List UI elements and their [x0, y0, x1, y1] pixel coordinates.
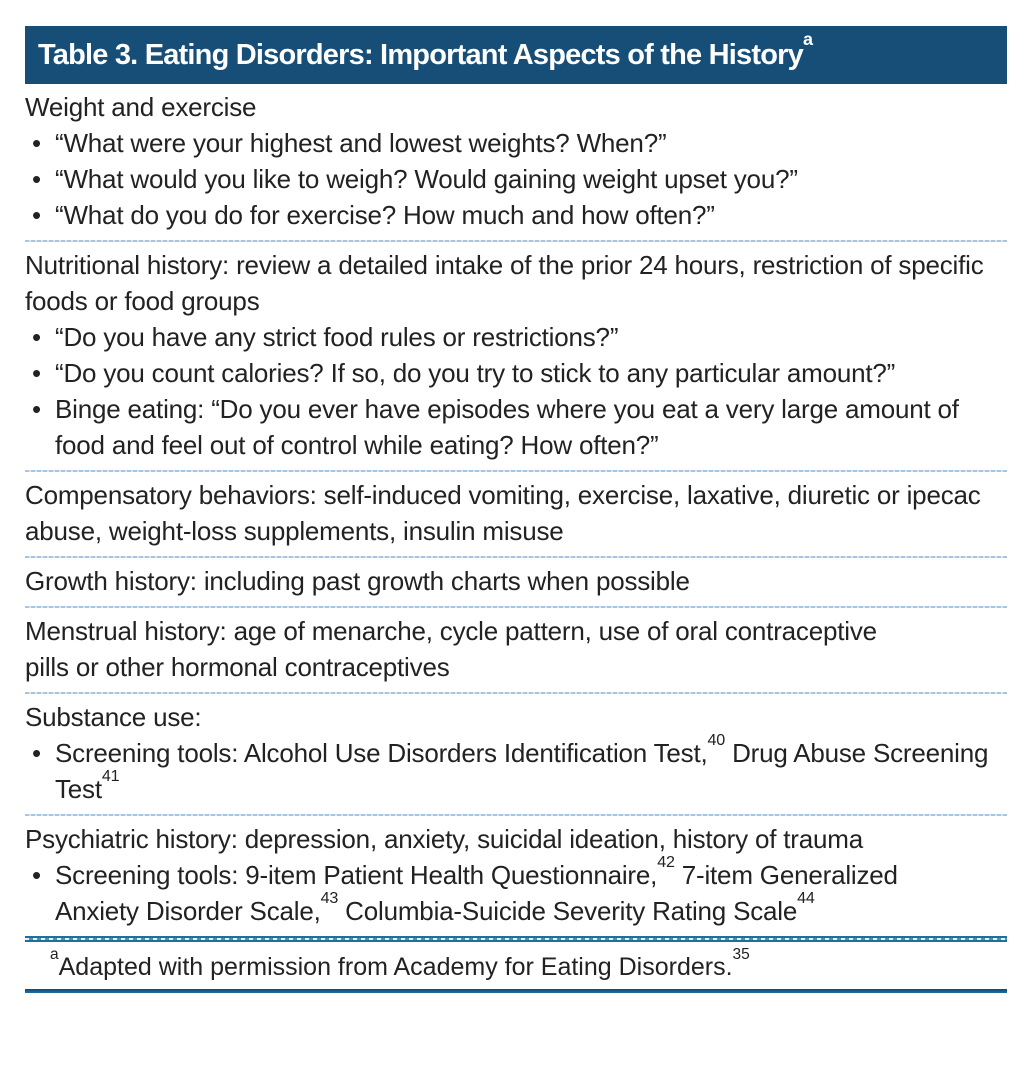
bullet-text-segment: 7-item Generalized Anxiety Disorder Scale, — [55, 860, 898, 926]
bullet-item — [25, 161, 1007, 197]
bullet-text: Binge eating: “Do you ever have episodes where you eat a very large amount of food and feel out of control while eating? How often?” — [55, 394, 959, 460]
bullet-item — [25, 197, 1007, 233]
bullet-text-segment: Screening tools: 9-item Patient Health Questionnaire, — [55, 860, 658, 890]
section-menstrual-history — [25, 608, 1007, 692]
bullet-marker: • — [32, 322, 41, 352]
bullet-marker: • — [32, 860, 41, 890]
bullet-text: “Do you have any strict food rules or restrictions?” — [55, 322, 619, 352]
bullet-text-segment: Drug Abuse Screening Test — [55, 738, 989, 804]
section-nutritional-history — [25, 242, 1007, 470]
footnote-marker: a — [50, 945, 59, 963]
bullet-item — [25, 731, 1007, 807]
section-compensatory-behaviors — [25, 472, 1007, 556]
bullet-marker: • — [32, 358, 41, 388]
bullet-marker: • — [32, 200, 41, 230]
bullet-item — [25, 125, 1007, 161]
citation-superscript: 41 — [101, 767, 120, 786]
table-title — [38, 28, 813, 72]
bullet-text — [55, 731, 1007, 807]
bullet-item — [25, 853, 1007, 929]
bullet-text-segment: Screening tools: Alcohol Use Disorders Identification Test, — [55, 738, 708, 768]
citation-superscript: 44 — [797, 889, 815, 908]
bullet-marker: • — [32, 128, 41, 158]
section-heading: Growth history: including past growth charts when possible — [25, 566, 690, 596]
bullet-text: “Do you count calories? If so, do you try to stick to any particular amount?” — [55, 358, 896, 388]
bullet-marker: • — [32, 164, 41, 194]
table-footnote — [25, 942, 1007, 989]
section-heading: Menstrual history: age of menarche, cycle pattern, use of oral contraceptive pills or other hormonal contraceptives — [25, 616, 877, 682]
citation-superscript: 40 — [707, 731, 726, 750]
bullet-marker: • — [32, 394, 41, 424]
bullet-text: “What were your highest and lowest weights? When?” — [55, 128, 667, 158]
bullet-marker: • — [32, 738, 41, 768]
bullet-item — [25, 319, 1007, 355]
section-substance-use — [25, 694, 1007, 814]
table-title-footnote-marker: a — [802, 28, 813, 49]
section-weight-and-exercise — [25, 84, 1007, 240]
section-heading: Nutritional history: review a detailed intake of the prior 24 hours, restriction of specific foods or food groups — [25, 250, 984, 316]
bullet-item — [25, 355, 1007, 391]
bullet-item — [25, 391, 1007, 463]
bullet-text: “What would you like to weigh? Would gaining weight upset you?” — [55, 164, 798, 194]
citation-superscript: 35 — [732, 945, 750, 963]
section-heading: Weight and exercise — [25, 92, 257, 122]
citation-superscript: 43 — [320, 889, 339, 908]
table-3-eating-disorders — [25, 26, 1007, 993]
table-bottom-rule — [25, 989, 1007, 993]
table-title-text: Table 3. Eating Disorders: Important Aspects of the History — [38, 38, 803, 71]
citation-superscript: 42 — [657, 853, 675, 872]
section-heading: Substance use: — [25, 702, 202, 732]
footnote-text: Adapted with permission from Academy for Eating Disorders. — [58, 953, 733, 981]
section-psychiatric-history — [25, 816, 1007, 936]
table-title-bar — [25, 26, 1007, 84]
bullet-text: “What do you do for exercise? How much and how often?” — [55, 200, 715, 230]
section-heading: Psychiatric history: depression, anxiety, suicidal ideation, history of trauma — [25, 824, 863, 854]
bullet-text-segment: Columbia-Suicide Severity Rating Scale — [338, 896, 798, 926]
section-growth-history — [25, 558, 1007, 606]
bullet-text — [55, 853, 955, 929]
section-heading: Compensatory behaviors: self-induced vomiting, exercise, laxative, diuretic or ipecac abuse, weight-loss supplements, insulin misuse — [25, 480, 981, 546]
